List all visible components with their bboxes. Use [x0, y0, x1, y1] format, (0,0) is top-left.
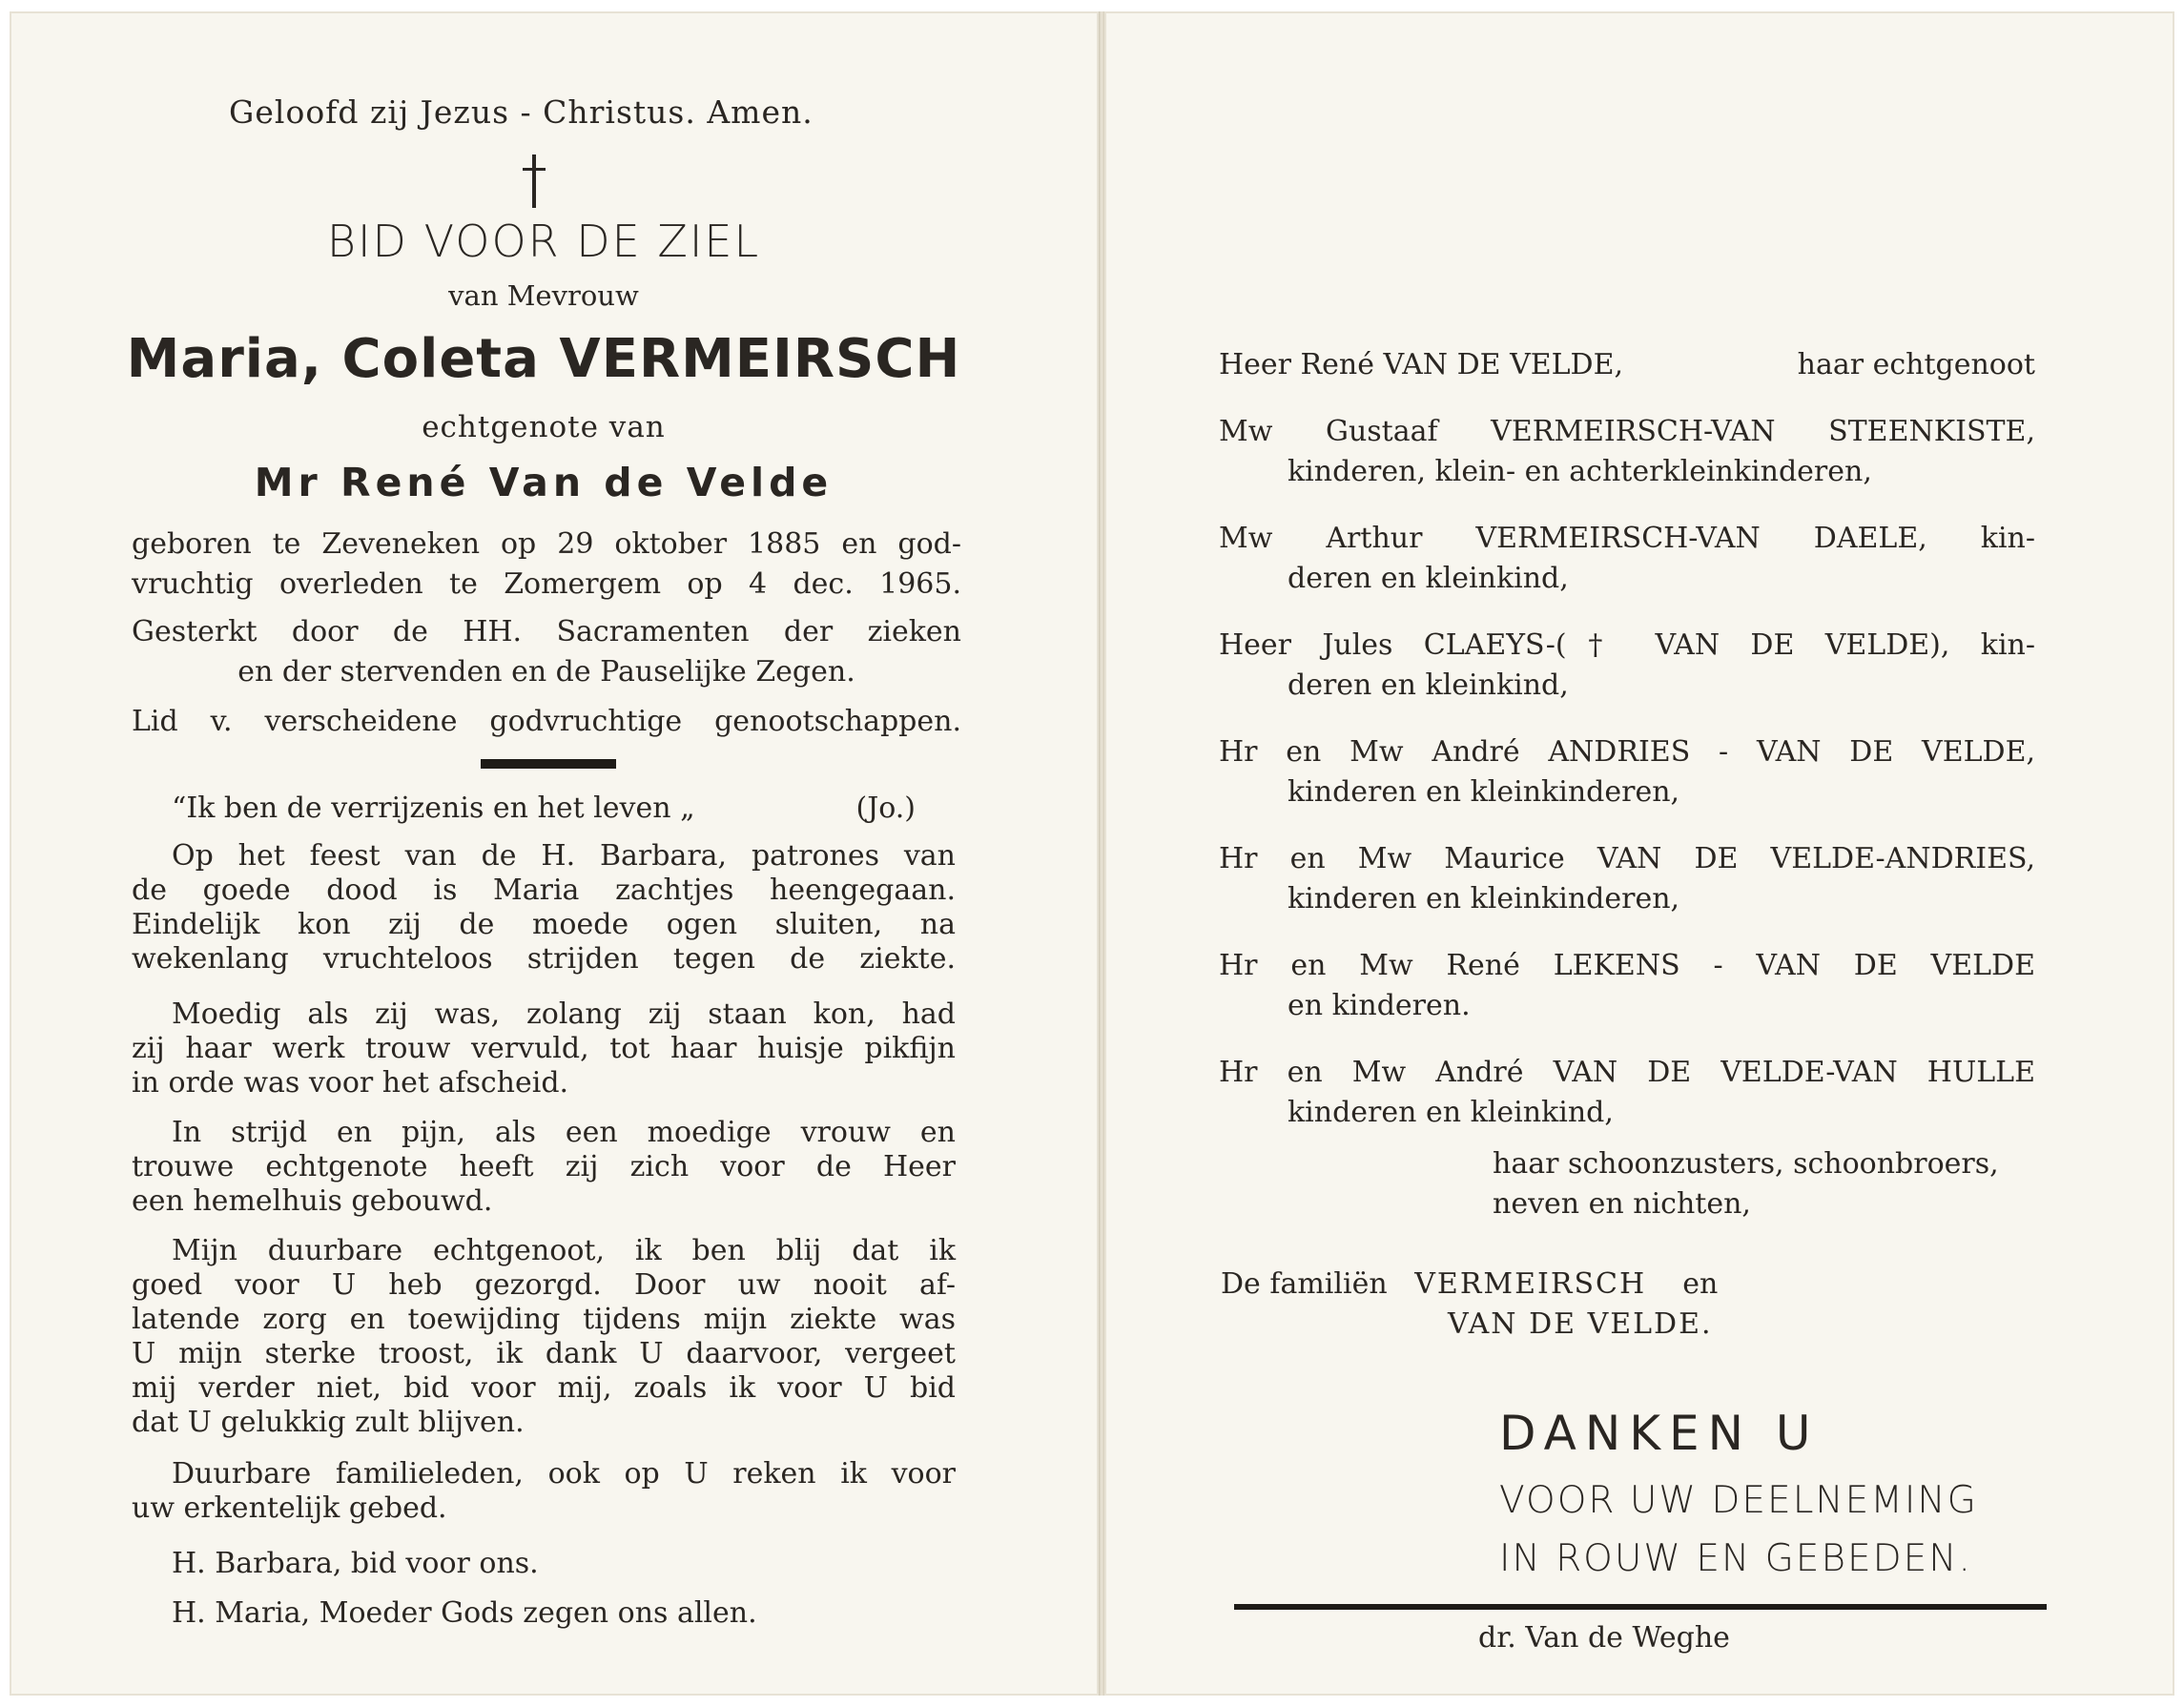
mourner-entry	[1219, 946, 2035, 1026]
mourner-name: Hr en Mw André VAN DE VELDE-VAN HULLE	[1219, 1056, 2035, 1089]
paragraph-line: de goede dood is Maria zachtjes heengegaan.	[132, 874, 956, 907]
van-mevrouw: van Mevrouw	[448, 279, 639, 312]
quote-text: “Ik ben de verrijzenis en het leven „	[172, 792, 695, 825]
mourner-name: Hr en Mw André ANDRIES - VAN DE VELDE,	[1219, 735, 2035, 769]
printer-divider	[1234, 1604, 2047, 1610]
paragraph-line: goed voor U heb gezorgd. Door uw nooit af-	[132, 1268, 956, 1302]
paragraph	[132, 1234, 956, 1440]
families-label: De familiën	[1221, 1267, 1388, 1301]
mourner-name: Heer René VAN DE VELDE,	[1219, 348, 1624, 381]
paragraph-line: Eindelijk kon zij de moede ogen sluiten, na	[132, 908, 956, 941]
family-name: VERMEIRSCH	[1414, 1267, 1647, 1301]
closing-prayer: H. Barbara, bid voor ons.	[172, 1547, 539, 1580]
mourner-entry	[1219, 519, 2035, 599]
mourner-relation: kinderen, klein- en achterkleinkinderen,	[1288, 455, 1872, 488]
mourner-name: Mw Gustaaf VERMEIRSCH-VAN STEENKISTE,	[1219, 415, 2035, 448]
printer-credit: dr. Van de Weghe	[1478, 1621, 1730, 1655]
mourner-relation: kinderen en kleinkind,	[1288, 1096, 1614, 1129]
mourner-name: Mw Arthur VERMEIRSCH-VAN DAELE, kin-	[1219, 522, 2035, 555]
closing-prayer: H. Maria, Moeder Gods zegen ons allen.	[172, 1596, 757, 1630]
bio-member	[132, 702, 961, 742]
bio-birth-line: geboren te Zeveneken op 29 oktober 1885 en god-	[132, 527, 961, 561]
families-and: en	[1682, 1267, 1719, 1301]
mourner-relation: kinderen en kleinkinderen,	[1288, 775, 1680, 809]
spouse-label: echtgenote van	[422, 410, 666, 444]
quote-source: (Jo.)	[855, 792, 916, 825]
thanks-line: VOOR UW DEELNEMING	[1499, 1479, 1978, 1522]
paragraph-line: Moedig als zij was, zolang zij staan kon, had	[172, 997, 956, 1031]
bible-quote	[172, 792, 916, 826]
paragraph-line: U mijn sterke troost, ik dank U daarvoor, vergeet	[132, 1337, 956, 1370]
paragraph-line: dat U gelukkig zult blijven.	[132, 1406, 525, 1439]
paragraph	[132, 839, 956, 977]
mourner-relation: deren en kleinkind,	[1288, 562, 1569, 595]
mourner-entry	[1219, 626, 2035, 706]
mourner-name: Heer Jules CLAEYS-(† VAN DE VELDE), kin-	[1219, 628, 2035, 662]
cross-icon	[515, 153, 553, 210]
paragraph	[132, 997, 956, 1100]
header-invocation: Geloofd zij Jezus - Christus. Amen.	[229, 93, 814, 131]
paragraph	[132, 1116, 956, 1219]
mourner-relation: haar echtgenoot	[1797, 348, 2035, 381]
paragraph	[132, 1457, 956, 1526]
deceased-name: Maria, Coleta VERMEIRSCH	[126, 328, 961, 390]
bio-sacraments-line: Gesterkt door de HH. Sacramenten der zieken	[132, 615, 961, 648]
bio-birth	[132, 524, 961, 605]
mourner-relation: en kinderen.	[1288, 989, 1471, 1022]
ornament-divider	[481, 759, 616, 769]
mourner-relation: deren en kleinkind,	[1288, 668, 1569, 702]
bio-sacraments	[132, 612, 961, 692]
mourner-entry	[1219, 1053, 2035, 1133]
bio-member-line: Lid v. verscheidene godvruchtige genootschappen.	[132, 705, 961, 738]
mourner-entry	[1493, 1144, 2041, 1224]
paragraph-line: Mijn duurbare echtgenoot, ik ben blij dat ik	[172, 1234, 956, 1267]
mourner-name: haar schoonzusters, schoonbroers,	[1493, 1147, 1999, 1181]
bio-birth-line: vruchtig overleden te Zomergem op 4 dec. 1965.	[132, 567, 961, 601]
paragraph-line: latende zorg en toewijding tijdens mijn ziekte was	[132, 1303, 956, 1336]
bio-sacraments-line: en der stervenden en de Pauselijke Zegen.	[237, 655, 855, 689]
thanks-line: IN ROUW EN GEBEDEN.	[1499, 1537, 1972, 1580]
spouse-name: Mr René Van de Velde	[254, 460, 834, 505]
mourner-entry	[1219, 732, 2035, 812]
paragraph-line: wekenlang vruchteloos strijden tegen de ziekte.	[132, 942, 956, 976]
paragraph-line: zij haar werk trouw vervuld, tot haar huisje pikfijn	[132, 1032, 956, 1065]
paragraph-line: een hemelhuis gebouwd.	[132, 1184, 493, 1218]
paragraph-line: mij verder niet, bid voor mij, zoals ik voor U bid	[132, 1371, 956, 1405]
families-block	[1221, 1265, 1718, 1345]
paragraph-line: trouwe echtgenote heeft zij zich voor de Heer	[132, 1150, 956, 1183]
paragraph-line: in orde was voor het afscheid.	[132, 1066, 569, 1100]
paragraph-line: uw erkentelijk gebed.	[132, 1491, 447, 1525]
mourner-name: Hr en Mw René LEKENS - VAN DE VELDE	[1219, 949, 2035, 982]
prayer-title: BID VOOR DE ZIEL	[326, 216, 761, 267]
mourner-relation: neven en nichten,	[1493, 1187, 1751, 1221]
mourner-relation: kinderen en kleinkinderen,	[1288, 882, 1680, 915]
mourner-entry	[1219, 412, 2035, 492]
family-name: VAN DE VELDE.	[1448, 1307, 1713, 1341]
mourner-name: Hr en Mw Maurice VAN DE VELDE-ANDRIES,	[1219, 842, 2035, 875]
mourner-entry	[1219, 345, 2035, 385]
paragraph-line: Duurbare familieleden, ook op U reken ik voor	[172, 1457, 956, 1491]
thanks-title: DANKEN U	[1499, 1406, 1820, 1461]
paragraph-line: In strijd en pijn, als een moedige vrouw en	[172, 1116, 956, 1149]
paragraph-line: Op het feest van de H. Barbara, patrones van	[172, 839, 956, 873]
mourner-entry	[1219, 839, 2035, 919]
